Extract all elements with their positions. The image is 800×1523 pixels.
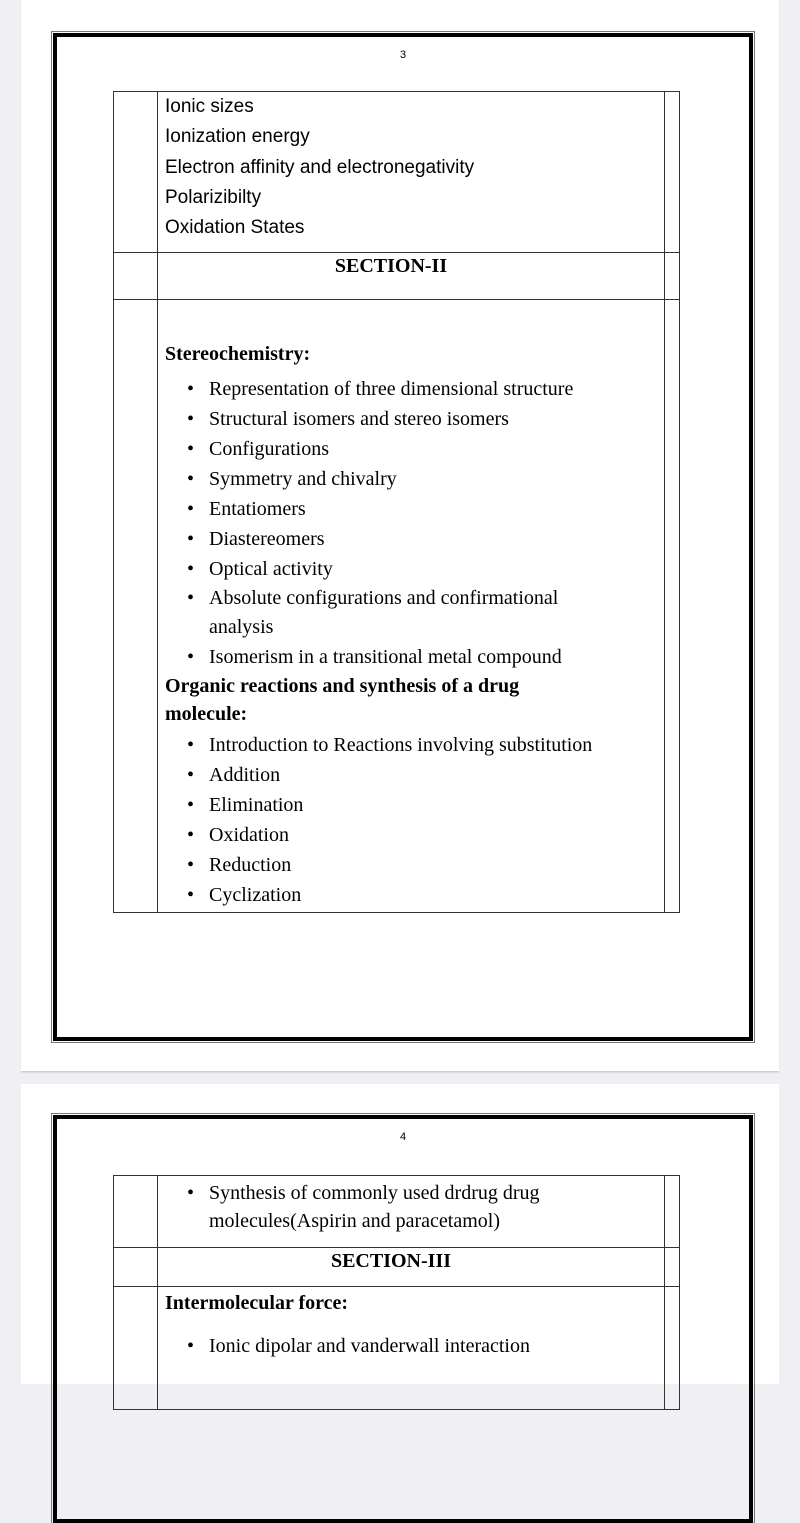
topic-list (165, 730, 664, 910)
content-cell (158, 1287, 665, 1410)
page-border (53, 33, 753, 1041)
list-item: Electron affinity and electronegativity (165, 156, 475, 178)
content-cell (158, 300, 665, 913)
topic-list (165, 1179, 664, 1235)
page-border (53, 1115, 753, 1523)
list-item: • Synthesis of commonly used drdrug drug molecules(Aspirin and paracetamol) (187, 1179, 664, 1235)
list-item: • Entatiomers (187, 494, 664, 524)
section-title: SECTION-II (158, 253, 665, 300)
list-item: Polarizibilty (165, 186, 262, 208)
table-row (114, 1287, 680, 1410)
list-item: • Oxidation (187, 820, 664, 850)
list-item: • Elimination (187, 790, 664, 820)
table-row (114, 1248, 680, 1287)
list-item: • Structural isomers and stereo isomers (187, 404, 664, 434)
section-title: SECTION-III (158, 1248, 665, 1287)
topic-heading: Organic reactions and synthesis of a drug molecule: (165, 675, 520, 725)
table-row (114, 1176, 680, 1248)
table-row (114, 300, 680, 913)
topic-list (165, 1331, 664, 1361)
list-item: • Isomerism in a transitional metal compound (187, 642, 664, 672)
syllabus-table (113, 91, 680, 913)
table-row (114, 253, 680, 300)
list-item: • Representation of three dimensional structure (187, 374, 664, 404)
list-item: • Diastereomers (187, 524, 664, 554)
topic-heading: Stereochemistry: (165, 343, 311, 365)
document-page-4 (21, 1084, 779, 1384)
list-item: • Reduction (187, 850, 664, 880)
topic-list (165, 374, 664, 672)
list-item: • Absolute configurations and confirmational analysis (187, 584, 664, 642)
page-number: 3 (399, 49, 407, 61)
intro-cell (158, 92, 665, 253)
list-item: • Optical activity (187, 554, 664, 584)
page-number: 4 (399, 1131, 407, 1143)
document-page-3 (21, 0, 779, 1072)
list-item: Oxidation States (165, 217, 305, 239)
list-item: • Cyclization (187, 880, 664, 910)
topic-heading: Intermolecular force: (165, 1292, 349, 1314)
list-item: • Configurations (187, 434, 664, 464)
list-item: • Introduction to Reactions involving substitution (187, 730, 664, 760)
list-item: • Symmetry and chivalry (187, 464, 664, 494)
table-row (114, 92, 680, 253)
carry-over-cell (158, 1176, 665, 1248)
syllabus-table (113, 1175, 680, 1410)
list-item: Ionic sizes (165, 96, 254, 117)
list-item: • Ionic dipolar and vanderwall interaction (187, 1331, 664, 1361)
list-item: Ionization energy (165, 126, 310, 148)
list-item: • Addition (187, 760, 664, 790)
